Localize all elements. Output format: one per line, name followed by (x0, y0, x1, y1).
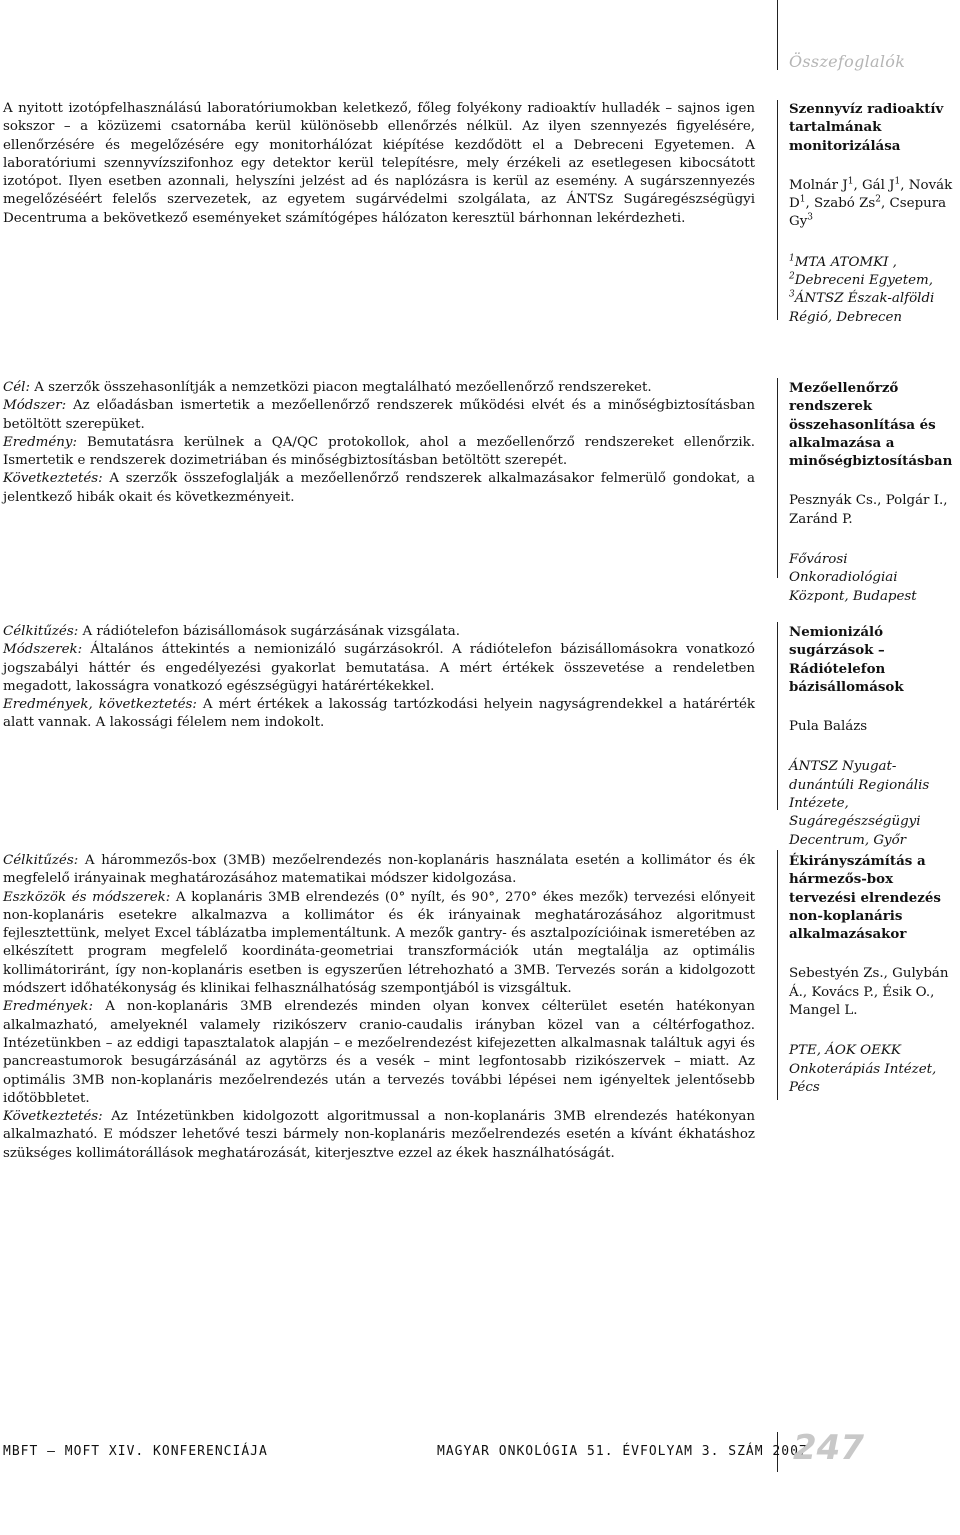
abstract-4-sidebar (789, 852, 959, 1097)
abstract-paragraph (3, 470, 755, 507)
section-header: Összefoglalók (789, 52, 906, 71)
abstract-paragraph (3, 852, 755, 889)
abstract-authors: Pesznyák Cs., Polgár I., Zaránd P. (789, 493, 948, 527)
abstract-title: Nemionizáló sugárzások – Rádiótelefon bázisállomások (789, 624, 904, 695)
paragraph-label: Cél: (3, 380, 30, 395)
abstract-paragraph (3, 641, 755, 696)
paragraph-label: Eredmények, következtetés: (3, 697, 197, 713)
abstract-3-sidebar (789, 623, 959, 850)
abstract-4-body (3, 852, 755, 1163)
affiliation-line: Fővárosi Onkoradiológiai Központ, Budapest (789, 552, 917, 604)
abstract-authors: Sebestyén Zs., Gulybán Á., Kovács P., Ésik O., Mangel L. (789, 966, 949, 1019)
affiliation-line: $^1$MTA ATOMKI , (789, 253, 897, 270)
abstract-title: Ékirányszámítás a hármezős-box tervezési elrendezés non-koplanáris alkalmazásakor (789, 853, 941, 943)
abstract-affiliation (789, 254, 959, 327)
page-number: 247 (793, 1428, 864, 1468)
abstract-authors: Molnár $J^1$, Gál $J^1$, Novák $D^1$, Szabó Zs$^2$, Csepura Gy$^3$ (789, 176, 953, 230)
paragraph-text: A non-koplanáris 3MB elrendezés minden olyan konvex célterület esetén hatékonyan alkalmazható, amelyeknél valamely rizikószerv cranio-caudalis irányban közel van a céltérfogathoz. Intézetünkben – az eddigi tapasztalatok alapján – e mezőelrendezést kifejezetten alkalmasnak találtuk agyi és pancreastumorok besugárzásánál az agytörzs és a vesék – mint legfontosabb rizikószervek – miatt. Az optimális 3MB non-koplanáris mezőelrendezés után a tervezés további lépései nem igényeltek jelentősebb időtöbbletet. (3, 999, 756, 1106)
paragraph-text: A rádiótelefon bázisállomások sugárzásának vizsgálata. (82, 624, 461, 639)
column-divider-top (777, 0, 778, 70)
abstract-affiliation (789, 1042, 959, 1097)
paragraph-label: Módszer: (3, 398, 67, 414)
abstract-1-body (3, 100, 755, 228)
column-divider-2 (777, 378, 778, 578)
paragraph-text: A szerzők összehasonlítják a nemzetközi piacon megtalálható mezőellenőrző rendszereket. (34, 380, 652, 395)
abstract-2-sidebar (789, 379, 959, 606)
abstract-paragraph (3, 397, 755, 434)
footer-conference: MBFT – MOFT XIV. KONFERENCIÁJA (3, 1444, 268, 1459)
affiliation-line: $^3$ÁNTSZ Észak-alföldi Régió, Debrecen (789, 289, 935, 325)
paragraph-label: Eredmények: (3, 999, 94, 1015)
paragraph-label: Eszközök és módszerek: (3, 889, 171, 905)
abstract-paragraph (3, 998, 755, 1108)
abstract-paragraph (3, 889, 755, 999)
column-divider-4 (777, 850, 778, 1100)
paragraph-text: Az Intézetünkben kidolgozott algoritmussal a non-koplanáris 3MB elrendezés hatékonyan alkalmazható. E módszer lehetővé teszi bármely non-koplanáris mezőelrendezés esetén a kívánt ékhatáshoz szükséges kollimátorállások meghatározását, kiterjesztve ezzel az ékek használhatóságát. (3, 1109, 756, 1161)
abstract-1-sidebar (789, 100, 959, 327)
abstract-paragraph (3, 696, 755, 733)
paragraph-text: Bemutatásra kerülnek a QA/QC protokollok, ahol a mezőellenőrző rendszereket ellenőrzik. Ismertetik e rendszerek dozimetriában és minőségbiztosításban betöltött szerepét. (3, 434, 755, 469)
paragraph-text: Az előadásban ismertetik a mezőellenőrző rendszerek működési elvét és a minőségbiztosításban betöltött szerepüket. (3, 398, 755, 432)
paragraph-label: Eredmény: (3, 434, 77, 450)
abstract-title: Szennyvíz radioaktív tartalmának monitorizálása (789, 101, 944, 154)
abstract-paragraph (3, 623, 755, 641)
paragraph-text: A szerzők összefoglalják a mezőellenőrző rendszerek alkalmazásakor felmerülő gondokat, a jelentkező hibák okait és következményeit. (3, 471, 755, 505)
abstract-paragraph (3, 379, 755, 397)
paragraph-text: A nyitott izotópfelhasználású laboratóriumokban keletkező, főleg folyékony radioaktív hulladék – sajnos igen sokszor – a közüzemi csatornába kerül különösebb ellenőrzés nélkül. Az ilyen szennyezés figyelésére, ellenőrzésére és megelőzésére egy monitorhálózat kiépítése kezdődött el a Debreceni Egyetemen. A laboratóriumi szennyvízszifonhoz egy detektor kerül telepítésre, mely érzékeli az esetlegesen kibocsátott izotópot. Ilyen esetben azonnali, helyszíni jelzést ad és naplózásra is kerül az esemény. A sugárszennyezés megelőzéséért felelős szervezetek, az egyetem sugárvédelmi szolgálata, az ÁNTSz Sugáregészségügyi Decentruma a bekövetkező eseményeket számítógépes hálózaton keresztül bárhonnan lekérdezheti. (3, 101, 755, 226)
abstract-title: Mezőellenőrző rendszerek összehasonlítása és alkalmazása a minőségbiztosításban (789, 380, 953, 470)
abstract-affiliation (789, 758, 959, 849)
paragraph-text: A koplanáris 3MB elrendezés (0° nyílt, és 90°, 270° ékes mezők) tervezési előnyeit non-koplanáris esetekre alkalmazva a kollimátor és ék irányainak meghatározásához algoritmust fejlesztettünk, melyet Excel táblázatba implementáltunk. A mezők gantry- és asztalpozícióinak ismeretében az elkészített program megfelelő koordináta-geometriai transzformációk után megtalálja az optimális kollimátoriránt, így non-koplanáris esetben is egyszerűen létrehozható a 3MB. Tervezés során a kidolgozott módszert időhatékonyság és klinikai felhasználhatóság szempontjából is vizsgáltuk. (3, 889, 755, 997)
abstract-authors: Pula Balázs (789, 719, 868, 735)
column-divider-3 (777, 622, 778, 810)
column-divider-1 (777, 100, 778, 320)
abstract-affiliation (789, 551, 959, 606)
paragraph-text: A mért értékek a lakosság tartózkodási helyein nagyságrendekkel a határérték alatt vannak. A lakossági félelem nem indokolt. (3, 697, 755, 731)
paragraph-text: Általános áttekintés a nemionizáló sugárzásokról. A rádiótelefon bázisállomásokra vonatkozó jogszabályi háttér és engedélyezési gyakorlat bemutatása. A mért értékek összevetése a rendeletben megadott, lakosságra vonatkozó egészségügyi határértékekkel. (3, 642, 755, 694)
abstract-paragraph (3, 100, 755, 228)
affiliation-line: PTE, ÁOK OEKK Onkoterápiás Intézet, Pécs (789, 1043, 937, 1095)
abstract-3-body (3, 623, 755, 733)
abstract-2-body (3, 379, 755, 507)
paragraph-label: Célkitűzés: (3, 853, 79, 868)
footer-journal: MAGYAR ONKOLÓGIA 51. ÉVFOLYAM 3. SZÁM 2007 (437, 1444, 808, 1459)
paragraph-label: Célkitűzés: (3, 624, 79, 639)
paragraph-text: A hárommezős-box (3MB) mezőelrendezés non-koplanáris használata esetén a kollimátor és ék megfelelő irányainak meghatározásához matematikai módszer kidolgozása. (3, 853, 755, 887)
paragraph-label: Következtetés: (3, 471, 103, 487)
affiliation-line: ÁNTSZ Nyugat-dunántúli Regionális Intézete, Sugáregészségügyi Decentrum, Győr (789, 759, 930, 848)
paragraph-label: Következtetés: (3, 1109, 103, 1125)
abstract-paragraph (3, 434, 755, 471)
paragraph-label: Módszerek: (3, 642, 83, 658)
abstract-paragraph (3, 1108, 755, 1163)
affiliation-line: $^2$Debreceni Egyetem, (789, 271, 933, 289)
